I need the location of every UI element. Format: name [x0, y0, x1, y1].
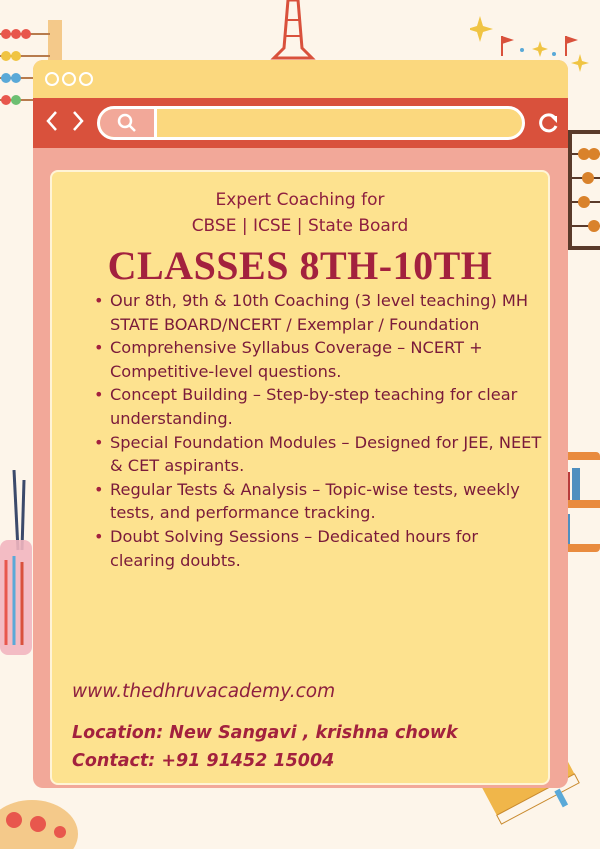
window-dot-icon[interactable] [62, 72, 76, 86]
search-icon[interactable] [100, 109, 157, 137]
palette-illustration [0, 790, 80, 849]
feature-list [92, 289, 542, 572]
chevron-left-icon[interactable] [43, 106, 61, 143]
list-item: • Concept Building – Step-by-step teaching for clear understanding. [94, 385, 518, 428]
tower-illustration [268, 0, 318, 60]
window-dot-icon[interactable] [45, 72, 59, 86]
location-text: Location: New Sangavi , krishna chowk [72, 723, 458, 743]
list-item: • Doubt Solving Sessions – Dedicated hours for clearing doubts. [94, 526, 479, 570]
browser-toolbar [33, 98, 568, 148]
chevron-right-icon[interactable] [69, 106, 87, 143]
abacus-illustration [568, 130, 600, 250]
list-item: • Our 8th, 9th & 10th Coaching (3 level teaching) MH STATE BOARD/NCERT / Exemplar / Foundation [94, 291, 529, 334]
reload-icon[interactable] [535, 110, 561, 136]
window-controls [45, 72, 93, 86]
website-link[interactable]: www.thedhruvacademy.com [72, 681, 336, 702]
list-item: • Special Foundation Modules – Designed for JEE, NEET & CET aspirants. [94, 432, 542, 476]
address-bar[interactable] [97, 106, 525, 140]
browser-window [33, 60, 568, 788]
list-item: • Regular Tests & Analysis – Topic-wise tests, weekly tests, and performance tracking. [94, 479, 520, 523]
window-dot-icon[interactable] [79, 72, 93, 86]
intro-line-1: Expert Coaching for [215, 190, 385, 210]
page-title: CLASSES 8TH-10TH [107, 243, 493, 288]
board-list: CBSE | ICSE | State Board [191, 216, 409, 236]
contact-text: Contact: +91 91452 15004 [72, 751, 335, 771]
list-item: • Comprehensive Syllabus Coverage – NCERT + Competitive-level questions. [94, 338, 483, 381]
window-titlebar [33, 60, 568, 98]
